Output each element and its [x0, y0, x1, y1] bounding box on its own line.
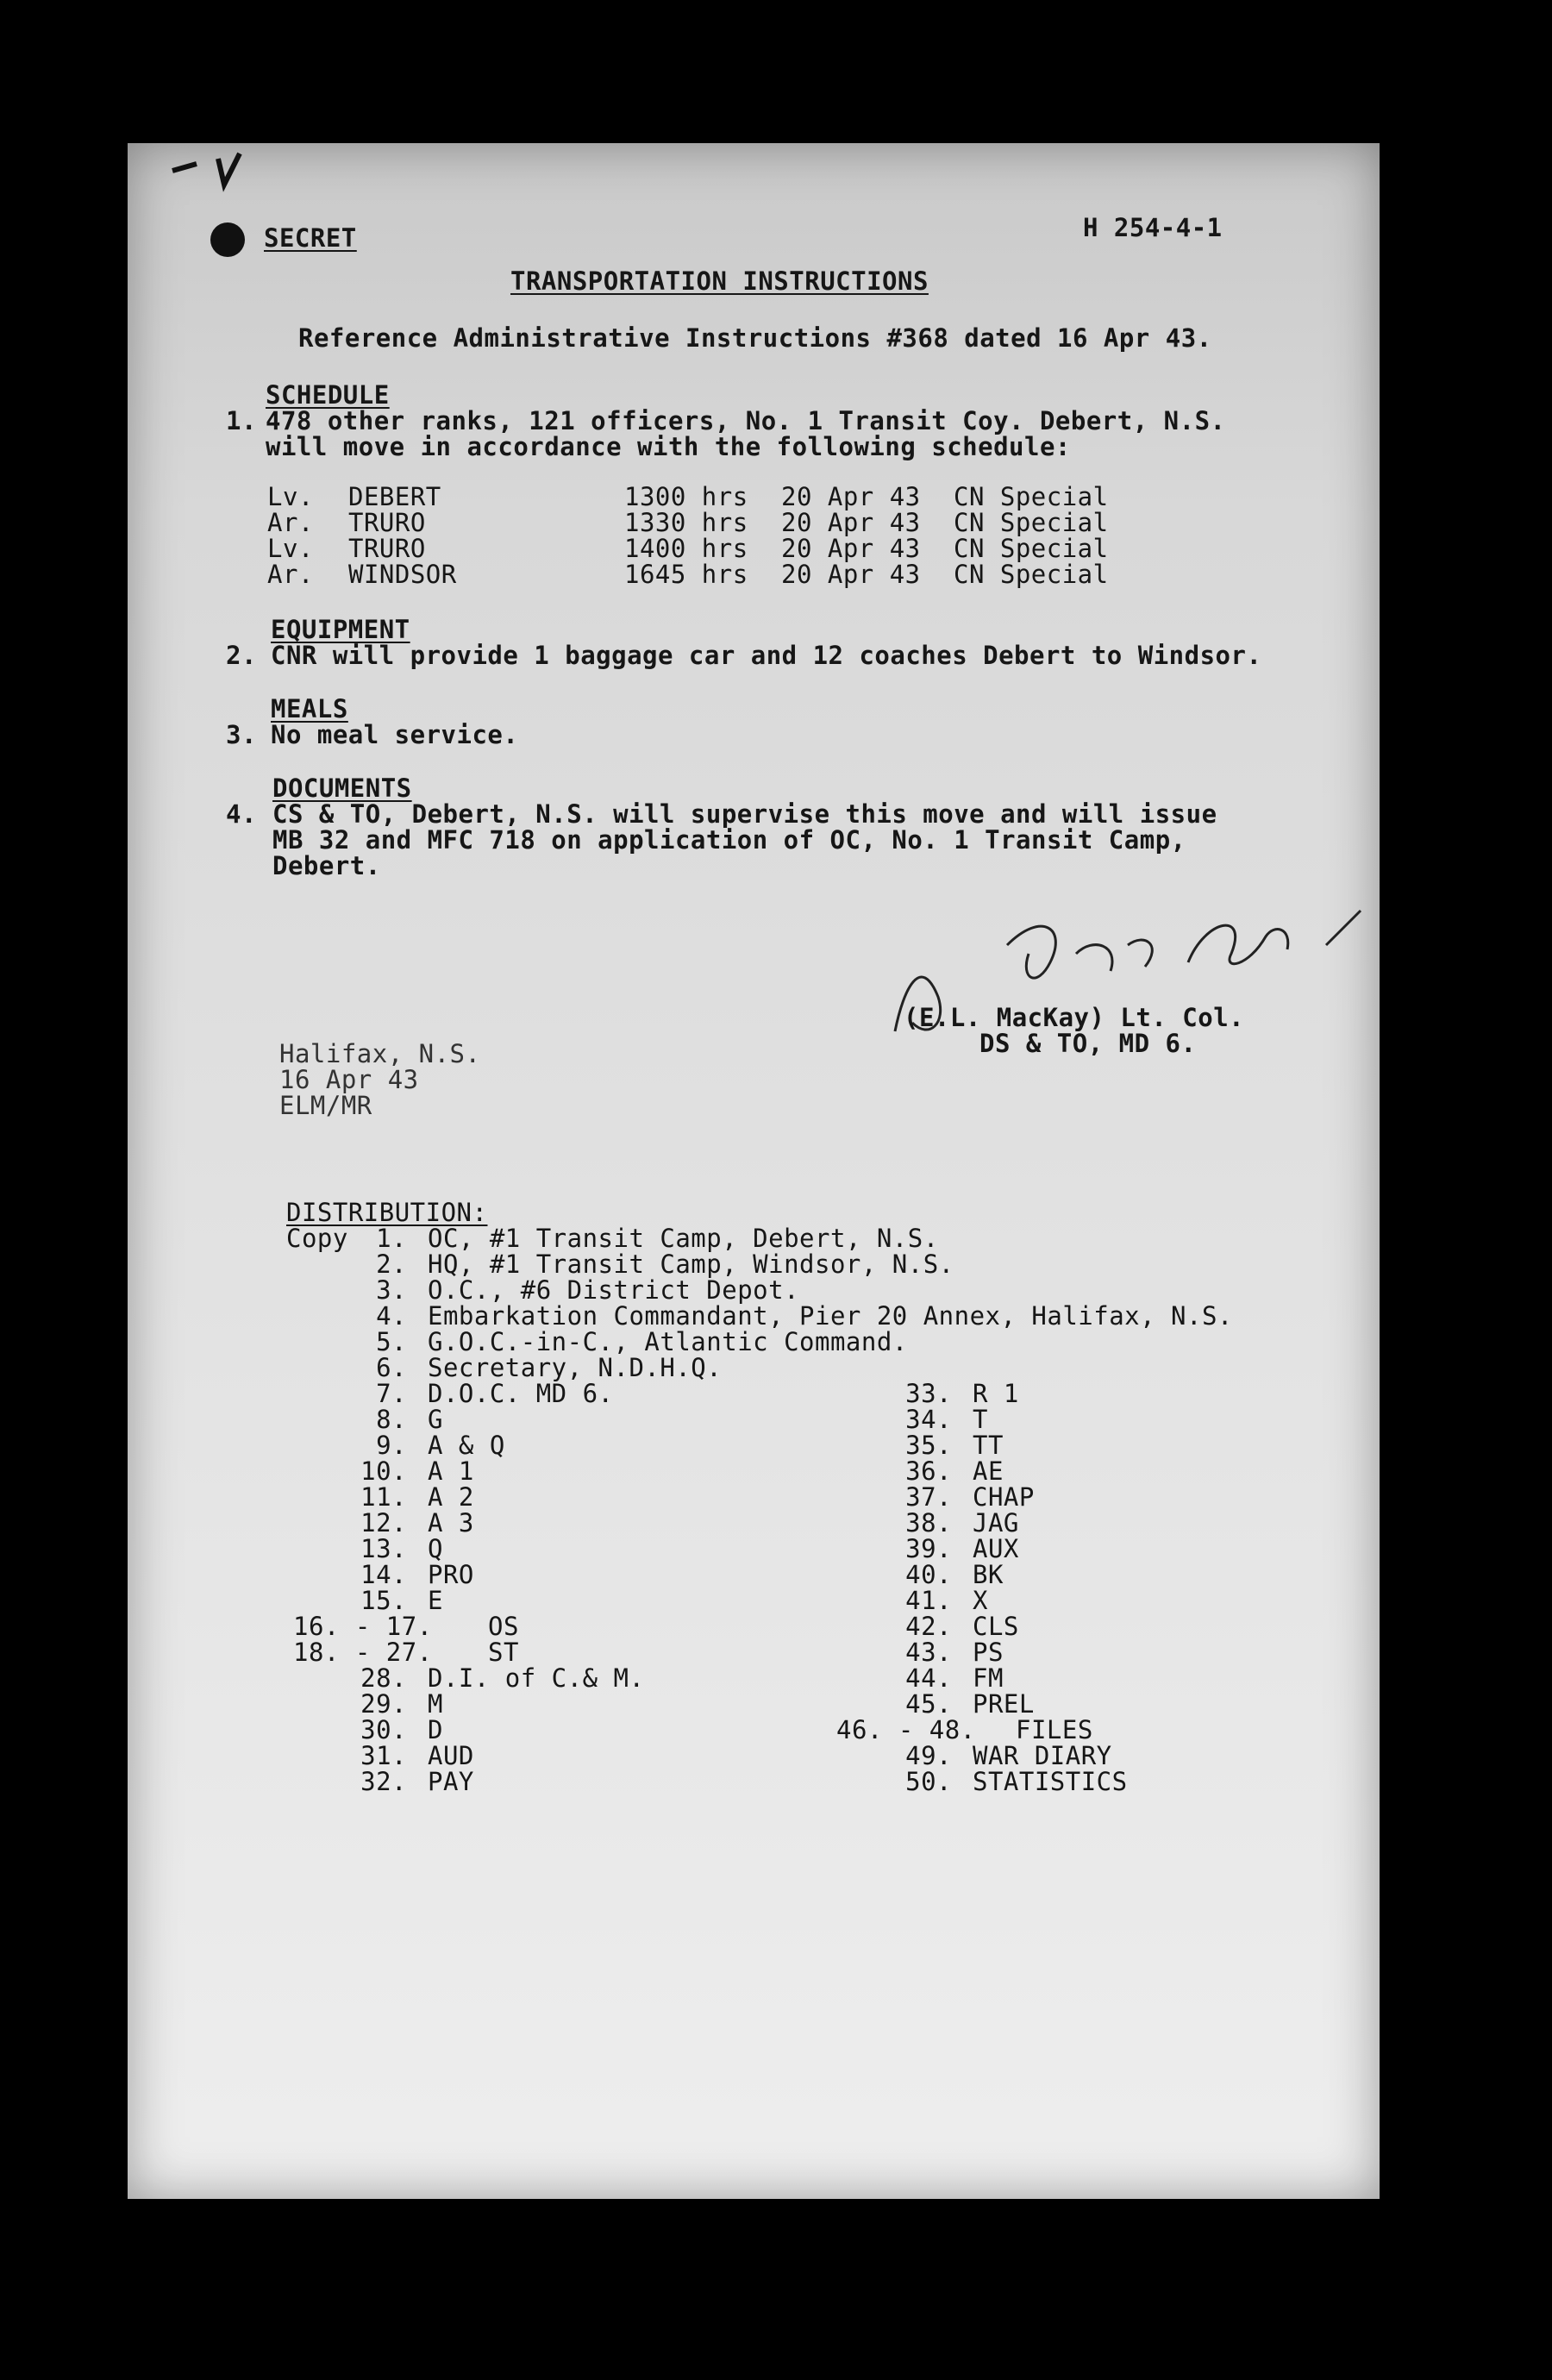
distribution-recipient: BK [973, 1560, 1004, 1589]
section-number: 3. [226, 720, 257, 749]
distribution-number: 36. [905, 1456, 952, 1486]
section-number: 1. [226, 406, 257, 435]
distribution-number: 41. [905, 1586, 952, 1615]
origin-place: Halifax, N.S. [279, 1039, 481, 1068]
origin-initials: ELM/MR [279, 1091, 372, 1120]
distribution-number: 28. [360, 1663, 407, 1693]
schedule-train: CN Special [954, 482, 1109, 511]
origin-date: 16 Apr 43 [279, 1065, 419, 1094]
distribution-number: 8. [376, 1405, 407, 1434]
distribution-number: 37. [905, 1482, 952, 1512]
distribution-recipient: STATISTICS [973, 1767, 1128, 1796]
distribution-number: 45. [905, 1689, 952, 1719]
copy-label: Copy [286, 1224, 348, 1253]
section-number: 2. [226, 641, 257, 670]
schedule-time: 1400 hrs [624, 534, 748, 563]
section-number: 4. [226, 799, 257, 829]
distribution-number: 34. [905, 1405, 952, 1434]
signatory-title: DS & TO, MD 6. [979, 1029, 1197, 1058]
distribution-number: 2. [376, 1250, 407, 1279]
distribution-recipient: HQ, #1 Transit Camp, Windsor, N.S. [428, 1250, 954, 1279]
distribution-number: 7. [376, 1379, 407, 1408]
distribution-recipient: CLS [973, 1612, 1019, 1641]
distribution-number: 4. [376, 1301, 407, 1331]
schedule-time: 1300 hrs [624, 482, 748, 511]
distribution-recipient: A 1 [428, 1456, 474, 1486]
schedule-action: Ar. [267, 508, 314, 537]
distribution-number: 42. [905, 1612, 952, 1641]
distribution-number: 14. [360, 1560, 407, 1589]
section-heading-documents: DOCUMENTS [272, 774, 412, 803]
distribution-recipient: G.O.C.-in-C., Atlantic Command. [428, 1327, 908, 1356]
distribution-recipient: PS [973, 1638, 1004, 1667]
distribution-number: 13. [360, 1534, 407, 1563]
section-line: No meal service. [271, 720, 519, 749]
distribution-recipient: FM [973, 1663, 1004, 1693]
distribution-number: 40. [905, 1560, 952, 1589]
distribution-number: 6. [376, 1353, 407, 1382]
distribution-number: 44. [905, 1663, 952, 1693]
schedule-date: 20 Apr 43 [781, 508, 921, 537]
signatory-name: (E.L. MacKay) Lt. Col. [904, 1003, 1245, 1032]
reference-line: Reference Administrative Instructions #368 dated 16 Apr 43. [298, 323, 1212, 353]
distribution-number: 32. [360, 1767, 407, 1796]
distribution-recipient: AE [973, 1456, 1004, 1486]
handwritten-tick-mark [171, 152, 248, 195]
section-line: will move in accordance with the following schedule: [266, 432, 1071, 461]
distribution-recipient: WAR DIARY [973, 1741, 1112, 1770]
distribution-recipient: M [428, 1689, 443, 1719]
distribution-number: 10. [360, 1456, 407, 1486]
distribution-number: 15. [360, 1586, 407, 1615]
distribution-number: 43. [905, 1638, 952, 1667]
schedule-date: 20 Apr 43 [781, 560, 921, 589]
distribution-number: 50. [905, 1767, 952, 1796]
distribution-recipient: Embarkation Commandant, Pier 20 Annex, Halifax, N.S. [428, 1301, 1233, 1331]
distribution-recipient: X [973, 1586, 988, 1615]
distribution-recipient: R 1 [973, 1379, 1019, 1408]
schedule-place: TRURO [348, 508, 426, 537]
schedule-place: DEBERT [348, 482, 441, 511]
schedule-time: 1645 hrs [624, 560, 748, 589]
distribution-number: 39. [905, 1534, 952, 1563]
distribution-number: 12. [360, 1508, 407, 1538]
distribution-recipient: OS [488, 1612, 519, 1641]
distribution-number: 35. [905, 1431, 952, 1460]
schedule-action: Ar. [267, 560, 314, 589]
distribution-recipient: CHAP [973, 1482, 1035, 1512]
section-heading-meals: MEALS [271, 694, 348, 723]
distribution-recipient: AUX [973, 1534, 1019, 1563]
section-line: Debert. [272, 851, 381, 880]
distribution-recipient: A 2 [428, 1482, 474, 1512]
schedule-train: CN Special [954, 508, 1109, 537]
distribution-recipient: AUD [428, 1741, 474, 1770]
distribution-recipient: T [973, 1405, 988, 1434]
distribution-number: 3. [376, 1275, 407, 1305]
distribution-recipient: A & Q [428, 1431, 505, 1460]
section-heading-schedule: SCHEDULE [266, 380, 390, 410]
distribution-heading: DISTRIBUTION: [286, 1198, 488, 1227]
distribution-recipient: PRO [428, 1560, 474, 1589]
distribution-recipient: PAY [428, 1767, 474, 1796]
distribution-number: 49. [905, 1741, 952, 1770]
schedule-train: CN Special [954, 560, 1109, 589]
section-line: 478 other ranks, 121 officers, No. 1 Transit Coy. Debert, N.S. [266, 406, 1226, 435]
schedule-action: Lv. [267, 534, 314, 563]
schedule-date: 20 Apr 43 [781, 482, 921, 511]
distribution-recipient: Secretary, N.D.H.Q. [428, 1353, 723, 1382]
schedule-action: Lv. [267, 482, 314, 511]
classification-label: SECRET [264, 223, 357, 253]
distribution-number: 16. - 17. [293, 1612, 433, 1641]
distribution-recipient: D [428, 1715, 443, 1744]
hole-punch-mark [210, 222, 245, 257]
distribution-number: 29. [360, 1689, 407, 1719]
file-number: H 254-4-1 [1083, 213, 1223, 242]
distribution-number: 18. - 27. [293, 1638, 433, 1667]
section-heading-equipment: EQUIPMENT [271, 615, 410, 644]
distribution-number: 46. - 48. [836, 1715, 976, 1744]
schedule-place: TRURO [348, 534, 426, 563]
distribution-number: 38. [905, 1508, 952, 1538]
schedule-date: 20 Apr 43 [781, 534, 921, 563]
schedule-train: CN Special [954, 534, 1109, 563]
section-line: MB 32 and MFC 718 on application of OC, No. 1 Transit Camp, [272, 825, 1186, 855]
section-line: CS & TO, Debert, N.S. will supervise this move and will issue [272, 799, 1217, 829]
distribution-recipient: D.I. of C.& M. [428, 1663, 645, 1693]
section-line: CNR will provide 1 baggage car and 12 coaches Debert to Windsor. [271, 641, 1262, 670]
distribution-number: 5. [376, 1327, 407, 1356]
distribution-recipient: JAG [973, 1508, 1019, 1538]
distribution-recipient: E [428, 1586, 443, 1615]
distribution-number: 33. [905, 1379, 952, 1408]
distribution-number: 9. [376, 1431, 407, 1460]
distribution-recipient: OC, #1 Transit Camp, Debert, N.S. [428, 1224, 939, 1253]
distribution-recipient: TT [973, 1431, 1004, 1460]
distribution-number: 1. [376, 1224, 407, 1253]
distribution-recipient: A 3 [428, 1508, 474, 1538]
document-page [128, 143, 1380, 2199]
schedule-time: 1330 hrs [624, 508, 748, 537]
document-title: TRANSPORTATION INSTRUCTIONS [510, 266, 929, 296]
distribution-number: 30. [360, 1715, 407, 1744]
distribution-recipient: Q [428, 1534, 443, 1563]
distribution-recipient: PREL [973, 1689, 1035, 1719]
distribution-recipient: G [428, 1405, 443, 1434]
distribution-recipient: D.O.C. MD 6. [428, 1379, 614, 1408]
distribution-recipient: FILES [1016, 1715, 1093, 1744]
schedule-place: WINDSOR [348, 560, 457, 589]
distribution-number: 31. [360, 1741, 407, 1770]
distribution-number: 11. [360, 1482, 407, 1512]
distribution-recipient: O.C., #6 District Depot. [428, 1275, 800, 1305]
distribution-recipient: ST [488, 1638, 519, 1667]
